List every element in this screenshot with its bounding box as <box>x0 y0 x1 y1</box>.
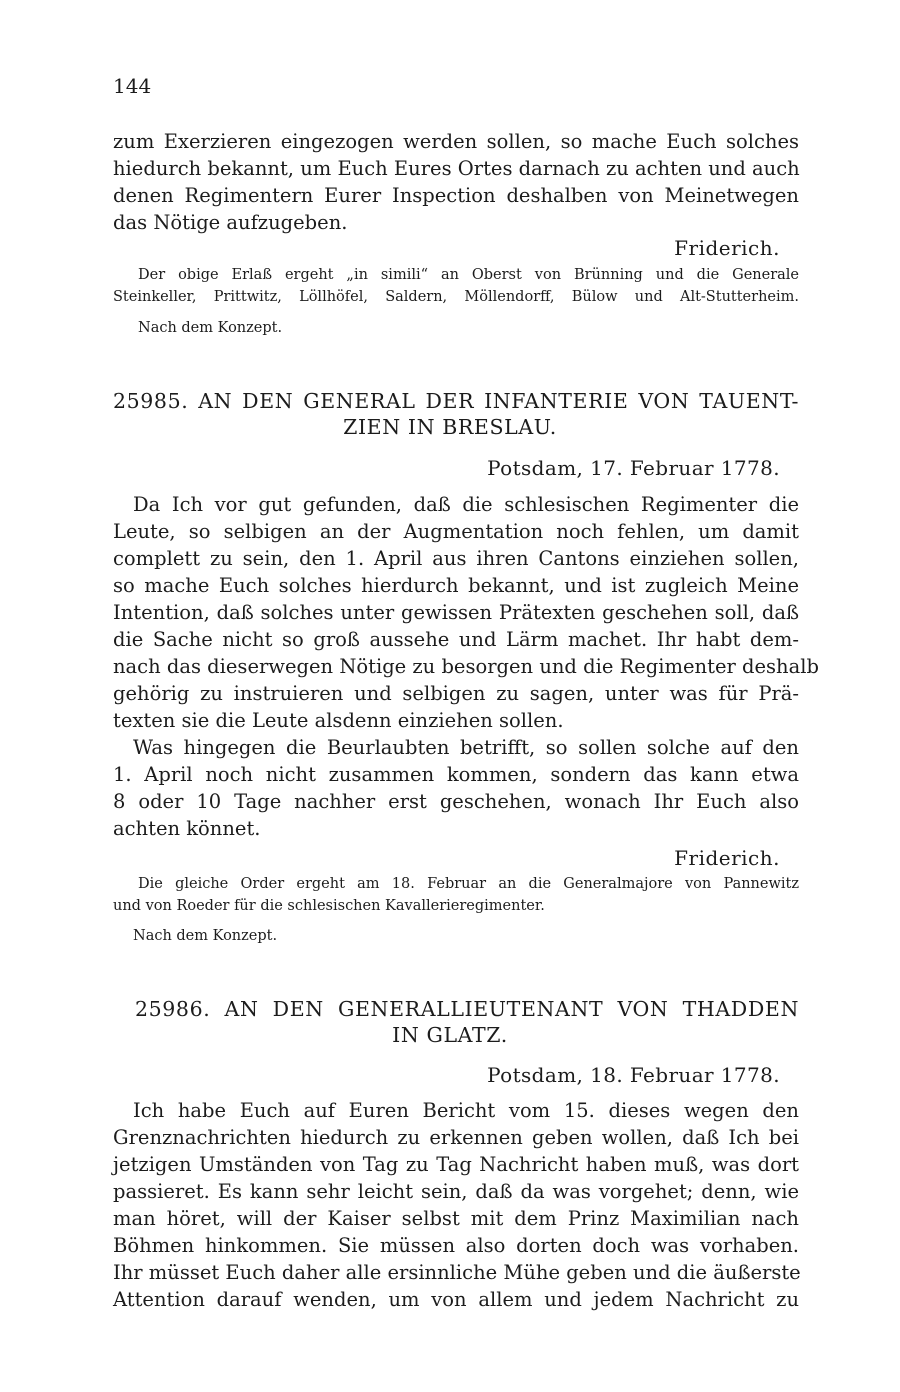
intro-line: denen Regimentern Eurer Inspection deshalben von Meinetwegen <box>113 184 799 207</box>
letter-heading: ZIEN IN BRESLAU. <box>343 415 557 439</box>
dateline: Potsdam, 17. Februar 1778. <box>487 456 780 480</box>
body-line: Ich habe Euch auf Euren Bericht vom 15. dieses wegen den <box>133 1099 799 1122</box>
body-line: so mache Euch solches hierdurch bekannt, und ist zugleich Meine <box>113 574 799 597</box>
source-note: Nach dem Konzept. <box>138 320 283 336</box>
body-line: Leute, so selbigen an der Augmentation noch fehlen, um damit <box>113 520 799 543</box>
letter-heading: 25986. AN DEN GENERALLIEUTENANT VON THADDEN <box>135 997 799 1021</box>
source-note: Nach dem Konzept. <box>133 928 278 944</box>
body-line: texten sie die Leute alsdenn einziehen sollen. <box>113 709 564 732</box>
body-line: Ihr müsset Euch daher alle ersinnliche Mühe geben und die äußerste <box>113 1261 801 1284</box>
body-line: Was hingegen die Beurlaubten betrifft, so sollen solche auf den <box>133 736 799 759</box>
intro-line: zum Exerzieren eingezogen werden sollen, so mache Euch solches <box>113 130 799 153</box>
page-number: 144 <box>113 74 152 98</box>
body-line: Da Ich vor gut gefunden, daß die schlesischen Regimenter die <box>133 493 799 516</box>
letter-heading: IN GLATZ. <box>392 1023 508 1047</box>
body-line: jetzigen Umständen von Tag zu Tag Nachricht haben muß, was dort <box>113 1153 799 1176</box>
body-line: 1. April noch nicht zusammen kommen, sondern das kann etwa <box>113 763 799 786</box>
footnote-line: und von Roeder für die schlesischen Kavallerieregimenter. <box>113 898 545 914</box>
body-line: passieret. Es kann sehr leicht sein, daß da was vorgehet; denn, wie <box>113 1180 799 1203</box>
letter-heading: 25985. AN DEN GENERAL DER INFANTERIE VON TAUENT- <box>113 389 799 413</box>
body-line: Intention, daß solches unter gewissen Prätexten geschehen soll, daß <box>113 601 799 624</box>
dateline: Potsdam, 18. Februar 1778. <box>487 1063 780 1087</box>
body-line: Böhmen hinkommen. Sie müssen also dorten doch was vorhaben. <box>113 1234 799 1257</box>
intro-line: das Nötige aufzugeben. <box>113 211 348 234</box>
body-line: achten könnet. <box>113 817 261 840</box>
intro-line: hiedurch bekannt, um Euch Eures Ortes darnach zu achten und auch <box>113 157 800 180</box>
body-line: die Sache nicht so groß aussehe und Lärm machet. Ihr habt dem- <box>113 628 799 651</box>
footnote-line: Der obige Erlaß ergeht „in simili“ an Oberst von Brünning und die Generale <box>138 267 799 283</box>
body-line: complett zu sein, den 1. April aus ihren Cantons einziehen sollen, <box>113 547 799 570</box>
signature: Friderich. <box>674 236 780 260</box>
body-line: 8 oder 10 Tage nachher erst geschehen, wonach Ihr Euch also <box>113 790 799 813</box>
body-line: Grenznachrichten hiedurch zu erkennen geben wollen, daß Ich bei <box>113 1126 799 1149</box>
body-line: Attention darauf wenden, um von allem und jedem Nachricht zu <box>113 1288 799 1311</box>
body-line: man höret, will der Kaiser selbst mit dem Prinz Maximilian nach <box>113 1207 799 1230</box>
body-line: gehörig zu instruieren und selbigen zu sagen, unter was für Prä- <box>113 682 799 705</box>
signature: Friderich. <box>674 846 780 870</box>
body-line: nach das dieserwegen Nötige zu besorgen und die Regimenter deshalb <box>113 655 819 678</box>
footnote-line: Steinkeller, Prittwitz, Löllhöfel, Saldern, Möllendorff, Bülow und Alt-Stutterheim. <box>113 289 799 305</box>
footnote-line: Die gleiche Order ergeht am 18. Februar an die Generalmajore von Pannewitz <box>138 876 799 892</box>
